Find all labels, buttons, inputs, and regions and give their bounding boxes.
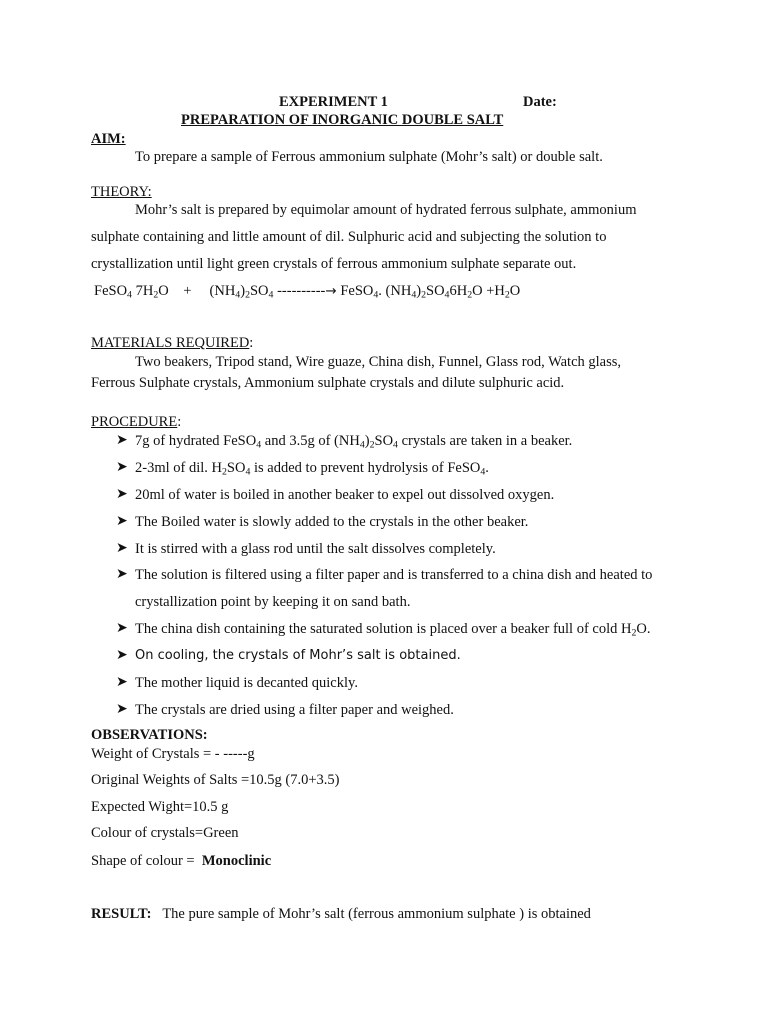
aim-heading: AIM: (91, 131, 126, 147)
theory-line-1: Mohr’s salt is prepared by equimolar amount of hydrated ferrous sulphate, ammonium (135, 202, 637, 218)
procedure-heading-colon: : (177, 414, 182, 430)
bullet-icon: ➤ (116, 513, 128, 529)
bullet-icon: ➤ (116, 620, 128, 636)
theory-heading: THEORY: (91, 184, 152, 200)
aim-text: To prepare a sample of Ferrous ammonium sulphate (Mohr’s salt) or double salt. (135, 149, 603, 165)
observation-shape-value: Monoclinic (201, 853, 272, 869)
procedure-heading-text: PROCEDURE (91, 414, 178, 430)
observation-weight: Weight of Crystals = - -----g (91, 746, 255, 762)
procedure-step-10: The crystals are dried using a filter paper and weighed. (135, 702, 454, 718)
bullet-icon: ➤ (116, 674, 128, 690)
procedure-step-5: It is stirred with a glass rod until the salt dissolves completely. (135, 541, 496, 557)
bullet-icon: ➤ (116, 486, 128, 502)
date-label: Date: (523, 94, 557, 110)
bullet-icon: ➤ (116, 459, 128, 475)
materials-heading-colon: : (249, 335, 254, 351)
procedure-step-6-line-2: crystallization point by keeping it on sand bath. (135, 594, 411, 610)
bullet-icon: ➤ (116, 540, 128, 556)
observation-colour: Colour of crystals=Green (91, 825, 239, 841)
observation-shape-label: Shape of colour = (91, 853, 195, 869)
procedure-step-6-line-1: The solution is filtered using a filter paper and is transferred to a china dish and heated to (135, 567, 653, 583)
result-line (91, 906, 591, 923)
materials-line-2: Ferrous Sulphate crystals, Ammonium sulphate crystals and dilute sulphuric acid. (91, 375, 565, 391)
theory-line-3: crystallization until light green crystals of ferrous ammonium sulphate separate out. (91, 256, 577, 272)
page-title: PREPARATION OF INORGANIC DOUBLE SALT (181, 112, 504, 128)
procedure-heading (91, 414, 181, 431)
chemical-equation: FeSO$_4$ $7H_2O$ + $(NH_4)_2SO_4$ ----------→ FeSO$_4$. $(NH_4)_2SO_46H_2O +H_2O$ (94, 283, 521, 301)
bullet-icon: ➤ (116, 701, 128, 717)
observation-expected-weight: Expected Wight=10.5 g (91, 799, 229, 815)
procedure-step-3: 20ml of water is boiled in another beaker to expel out dissolved oxygen. (135, 487, 555, 503)
procedure-step-7: The china dish containing the saturated solution is placed over a beaker full of cold $H_2O$. (135, 621, 651, 639)
materials-heading (91, 335, 253, 352)
procedure-step-4: The Boiled water is slowly added to the crystals in the other beaker. (135, 514, 529, 530)
observations-heading: OBSERVATIONS: (91, 727, 208, 743)
bullet-icon: ➤ (116, 432, 128, 448)
procedure-step-2: 2-3ml of dil. $H_2SO_4$ is added to prevent hydrolysis of FeSO$_4$. (135, 460, 489, 478)
materials-heading-text: MATERIALS REQUIRED (91, 335, 250, 351)
result-text: The pure sample of Mohr’s salt (ferrous ammonium sulphate ) is obtained (162, 906, 591, 922)
result-heading: RESULT: (91, 906, 152, 922)
observation-original-weight: Original Weights of Salts =10.5g (7.0+3.5) (91, 772, 340, 788)
experiment-number: EXPERIMENT 1 (279, 94, 388, 110)
bullet-icon: ➤ (116, 566, 128, 582)
theory-line-2: sulphate containing and little amount of dil. Sulphuric acid and subjecting the solution to (91, 229, 607, 245)
materials-line-1: Two beakers, Tripod stand, Wire guaze, China dish, Funnel, Glass rod, Watch glass, (135, 354, 622, 370)
procedure-step-1: 7g of hydrated FeSO$_4$ and 3.5g of $(NH_4)_2SO_4$ crystals are taken in a beaker. (135, 433, 573, 451)
procedure-step-8: On cooling, the crystals of Mohr’s salt is obtained. (135, 648, 461, 663)
bullet-icon: ➤ (116, 647, 128, 663)
observation-shape (91, 853, 271, 870)
procedure-step-9: The mother liquid is decanted quickly. (135, 675, 358, 691)
